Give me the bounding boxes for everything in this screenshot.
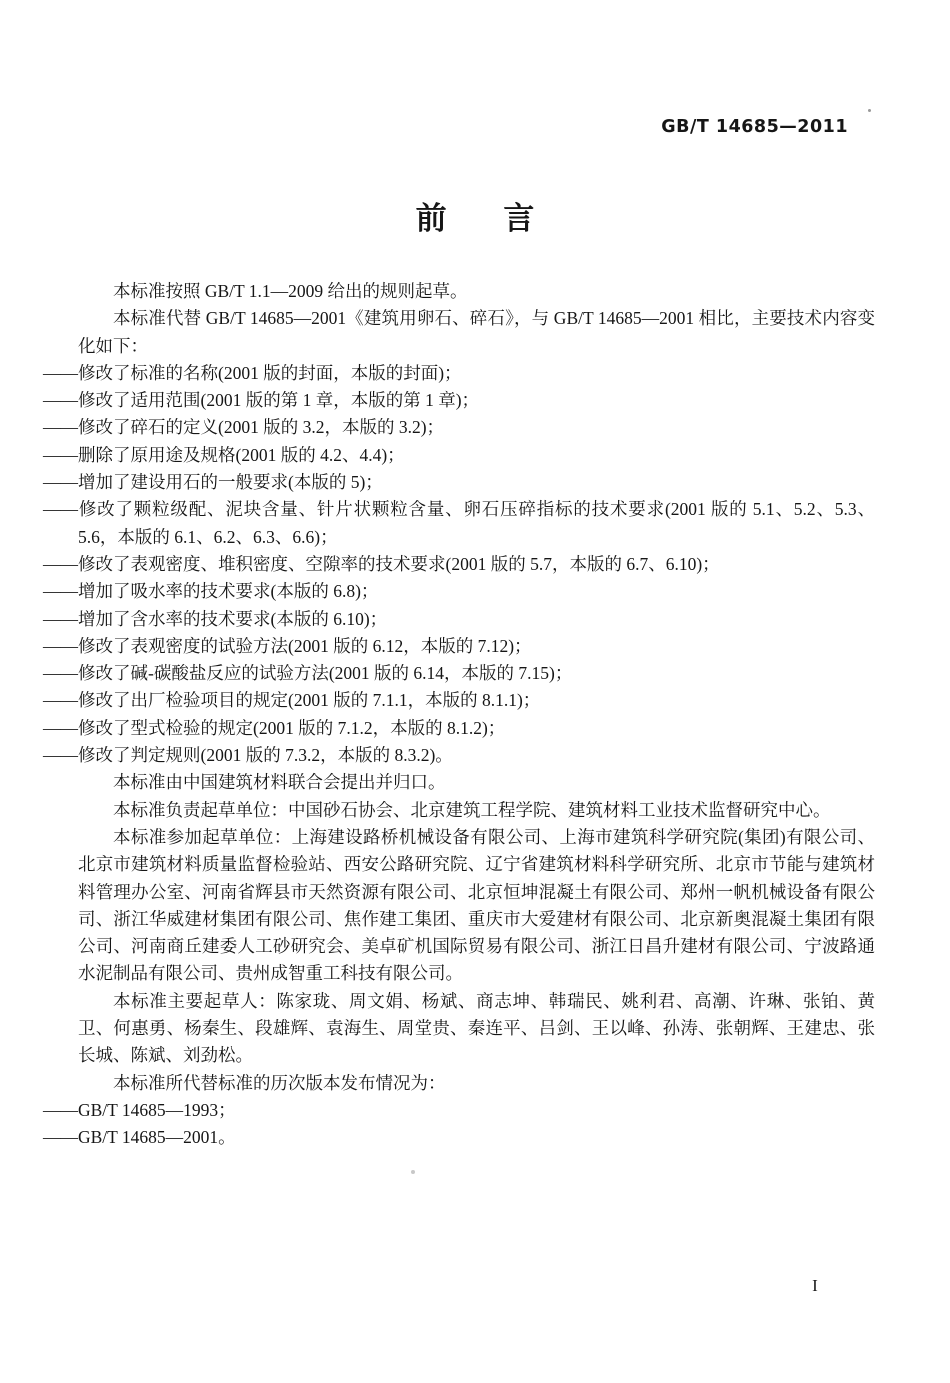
previous-edition-item: ——GB/T 14685—1993； (43, 1099, 236, 1120)
change-item: ——增加了含水率的技术要求(本版的 6.10)； (43, 608, 388, 629)
change-item: ——修改了表观密度的试验方法(2001 版的 6.12，本版的 7.12)； (43, 635, 532, 656)
change-item: ——修改了颗粒级配、泥块含量、针片状颗粒含量、卵石压碎指标的技术要求(2001 版的 5.1、5.2、5.3、5.6，本版的 6.1、6.2、6.3、6.6)； (43, 499, 875, 547)
change-item: ——修改了碎石的定义(2001 版的 3.2，本版的 3.2)； (43, 417, 445, 438)
paragraph-previous-editions-intro: 本标准所代替标准的历次版本发布情况为： (113, 1072, 446, 1093)
change-item: ——修改了出厂检验项目的规定(2001 版的 7.1.1，本版的 8.1.1)； (43, 690, 541, 711)
change-item: ——修改了判定规则(2001 版的 7.3.2，本版的 8.3.2)。 (43, 745, 453, 766)
paragraph-participating-units: 本标准参加起草单位：上海建设路桥机械设备有限公司、上海市建筑科学研究院(集团)有限公司、北京市建筑材料质量监督检验站、西安公路研究院、辽宁省建筑材料科学研究所、北京市节能与建筑材料管理办公室、河南省辉县市天然资源有限公司、北京恒坤混凝土有限公司、郑州一帆机械设备有限公司、浙江华威建材集团有限公司、焦作建工集团、重庆市大爱建材有限公司、北京新奥混凝土集团有限公司、河南商丘建委人工砂研究会、美卓矿机国际贸易有限公司、浙江日昌升建材有限公司、宁波路通水泥制品有限公司、贵州成智重工科技有限公司。 (78, 826, 875, 984)
page-number: I (812, 1276, 818, 1295)
foreword-body (43, 278, 875, 1152)
standard-code-header: GB/T 14685—2011 (661, 117, 848, 137)
change-item: ——增加了建设用石的一般要求(本版的 5)； (43, 472, 383, 493)
change-item: ——增加了吸水率的技术要求(本版的 6.8)； (43, 581, 379, 602)
change-item: ——修改了标准的名称(2001 版的封面，本版的封面)； (43, 362, 462, 383)
change-item: ——修改了型式检验的规定(2001 版的 7.1.2，本版的 8.1.2)； (43, 717, 506, 738)
change-item: ——删除了原用途及规格(2001 版的 4.2、4.4)； (43, 444, 405, 465)
paragraph-drafters: 本标准主要起草人：陈家珑、周文娟、杨斌、商志坤、韩瑞民、姚利君、高潮、许琳、张铂、黄卫、何惠勇、杨秦生、段雄辉、袁海生、周堂贵、秦连平、吕剑、王以峰、孙涛、张朝辉、王建忠、张长城、陈斌、刘劲松。 (78, 990, 875, 1066)
paragraph-proposed-by: 本标准由中国建筑材料联合会提出并归口。 (113, 772, 446, 793)
paragraph-basis: 本标准按照 GB/T 1.1—2009 给出的规则起草。 (113, 281, 468, 301)
scan-artifact-dot (411, 1170, 415, 1174)
scan-artifact-dot (868, 109, 871, 112)
change-item: ——修改了表观密度、堆积密度、空隙率的技术要求(2001 版的 5.7，本版的 6.7、6.10)； (43, 553, 720, 574)
previous-edition-item: ——GB/T 14685—2001。 (43, 1127, 236, 1148)
change-item: ——修改了碱-碳酸盐反应的试验方法(2001 版的 6.14，本版的 7.15)； (43, 663, 573, 684)
change-item: ——修改了适用范围(2001 版的第 1 章，本版的第 1 章)； (43, 390, 480, 411)
page-title: 前 言 (415, 201, 535, 237)
paragraph-replaces: 本标准代替 GB/T 14685—2001《建筑用卵石、碎石》，与 GB/T 14685—2001 相比，主要技术内容变化如下： (78, 308, 875, 356)
paragraph-chief-drafting-units: 本标准负责起草单位：中国砂石协会、北京建筑工程学院、建筑材料工业技术监督研究中心。 (113, 799, 831, 820)
